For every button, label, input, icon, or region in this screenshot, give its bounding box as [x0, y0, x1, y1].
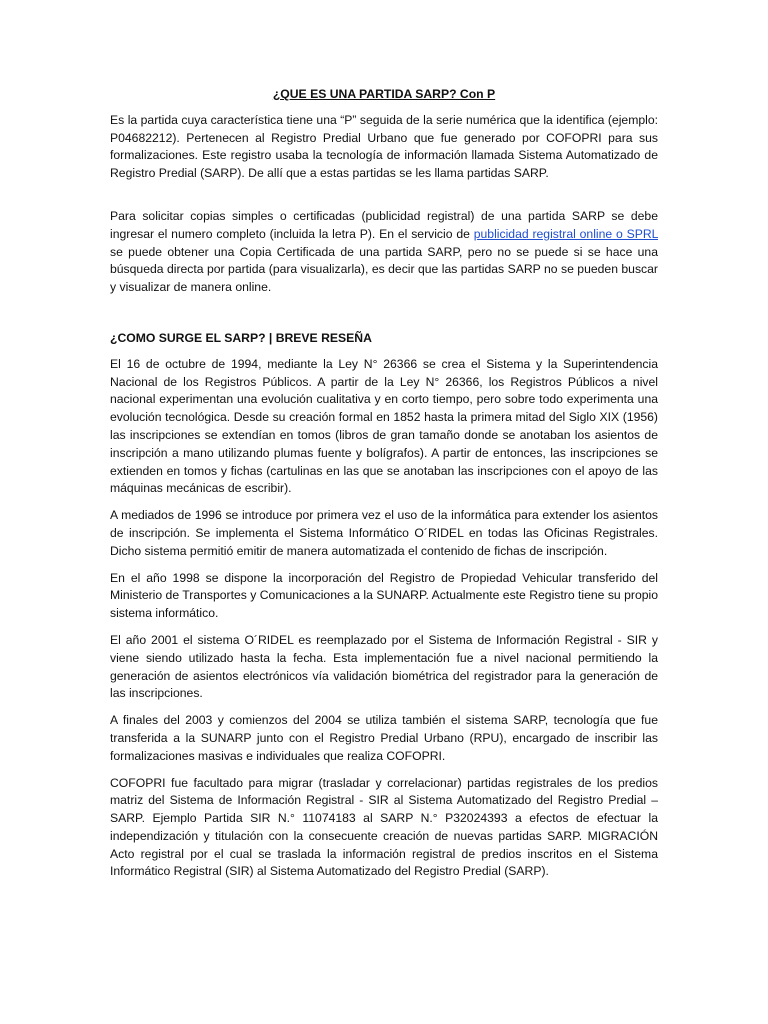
intro-paragraph-2-start: Para solicitar copias simples o certificadas (publicidad registral) de una partida SARP se debe ingresar el numero completo (incluida la letra P). En el servicio de	[110, 208, 658, 241]
spacer	[110, 192, 658, 208]
section-paragraph-6: COFOPRI fue facultado para migrar (trasladar y correlacionar) partidas registrales de los predios matriz del Sistema de Información Registral - SIR al Sistema Automatizado del Registro Predial – SARP. Ejemplo Partida SIR N.° 11074183 al SARP N.° P32024393 a efectos de efectuar la independización y titulación con la consecuente creación de nuevas partidas SARP. MIGRACIÓN Acto registral por el cual se traslada la información registral de predios inscritos en el Sistema Informático Registral (SIR) al Sistema Automatizado del Registro Predial (SARP).	[110, 775, 658, 879]
document-body	[110, 86, 658, 890]
spacer	[110, 306, 658, 330]
intro-paragraph-2	[110, 208, 658, 297]
section-heading: ¿COMO SURGE EL SARP? | BREVE RESEÑA	[110, 330, 372, 345]
section-paragraph-4: El año 2001 el sistema O´RIDEL es reemplazado por el Sistema de Información Registral - SIR y viene siendo utilizado hasta la fecha. Esta implementación fue a nivel nacional permitiendo la generación de asientos electrónicos vía validación biométrica del registrador para la generación de las inscripciones.	[110, 632, 658, 701]
intro-paragraph-1: Es la partida cuya característica tiene una “P” seguida de la serie numérica que la identifica (ejemplo: P04682212). Pertenecen al Registro Predial Urbano que fue generado por COFOPRI para sus formalizaciones. Este registro usaba la tecnología de información llamada Sistema Automatizado de Registro Predial (SARP). De allí que a estas partidas se les llama partidas SARP.	[110, 112, 658, 181]
section-paragraph-5: A finales del 2003 y comienzos del 2004 se utiliza también el sistema SARP, tecnología que fue transferida a la SUNARP junto con el Registro Predial Urbano (RPU), encargado de inscribir las formalizaciones masivas e individuales que realiza COFOPRI.	[110, 713, 658, 763]
section-paragraph-2: A mediados de 1996 se introduce por primera vez el uso de la informática para extender los asientos de inscripción. Se implementa el Sistema Informático O´RIDEL en todas las Oficinas Registrales. Dicho sistema permitió emitir de manera automatizada el contenido de fichas de inscripción.	[110, 508, 658, 558]
section-paragraph-3: En el año 1998 se dispone la incorporación del Registro de Propiedad Vehicular transferido del Ministerio de Transportes y Comunicaciones a la SUNARP. Actualmente este Registro tiene su propio sistema informático.	[110, 570, 658, 621]
intro-paragraph-2-end: se puede obtener una Copia Certificada de una partida SARP, pero no se puede si se hace una búsqueda directa por partida (para visualizarla), es decir que las partidas SARP no se pueden buscar y visualizar de manera online.	[110, 244, 658, 295]
document-title: ¿QUE ES UNA PARTIDA SARP? Con P	[272, 87, 496, 101]
section-paragraph-1: El 16 de octubre de 1994, mediante la Ley N° 26366 se crea el Sistema y la Superintendencia Nacional de los Registros Públicos. A partir de la Ley N° 26366, los Registros Públicos a nivel nacional experimentan una evolución cualitativa y en corto tiempo, pero sobre todo experimenta una evolución tecnológica. Desde su creación formal en 1852 hasta la primera mitad del Siglo XIX (1956) las inscripciones se extendían en tomos (libros de gran tamaño donde se anotaban los asientos de inscripción a mano utilizando plumas fuente y bolígrafos). A partir de entonces, las inscripciones se extienden en tomos y fichas (cartulinas en las que se anotaban las inscripciones con el apoyo de las máquinas mecánicas de escribir).	[110, 356, 658, 496]
publicidad-registral-link[interactable]: publicidad registral online o SPRL	[473, 226, 658, 241]
